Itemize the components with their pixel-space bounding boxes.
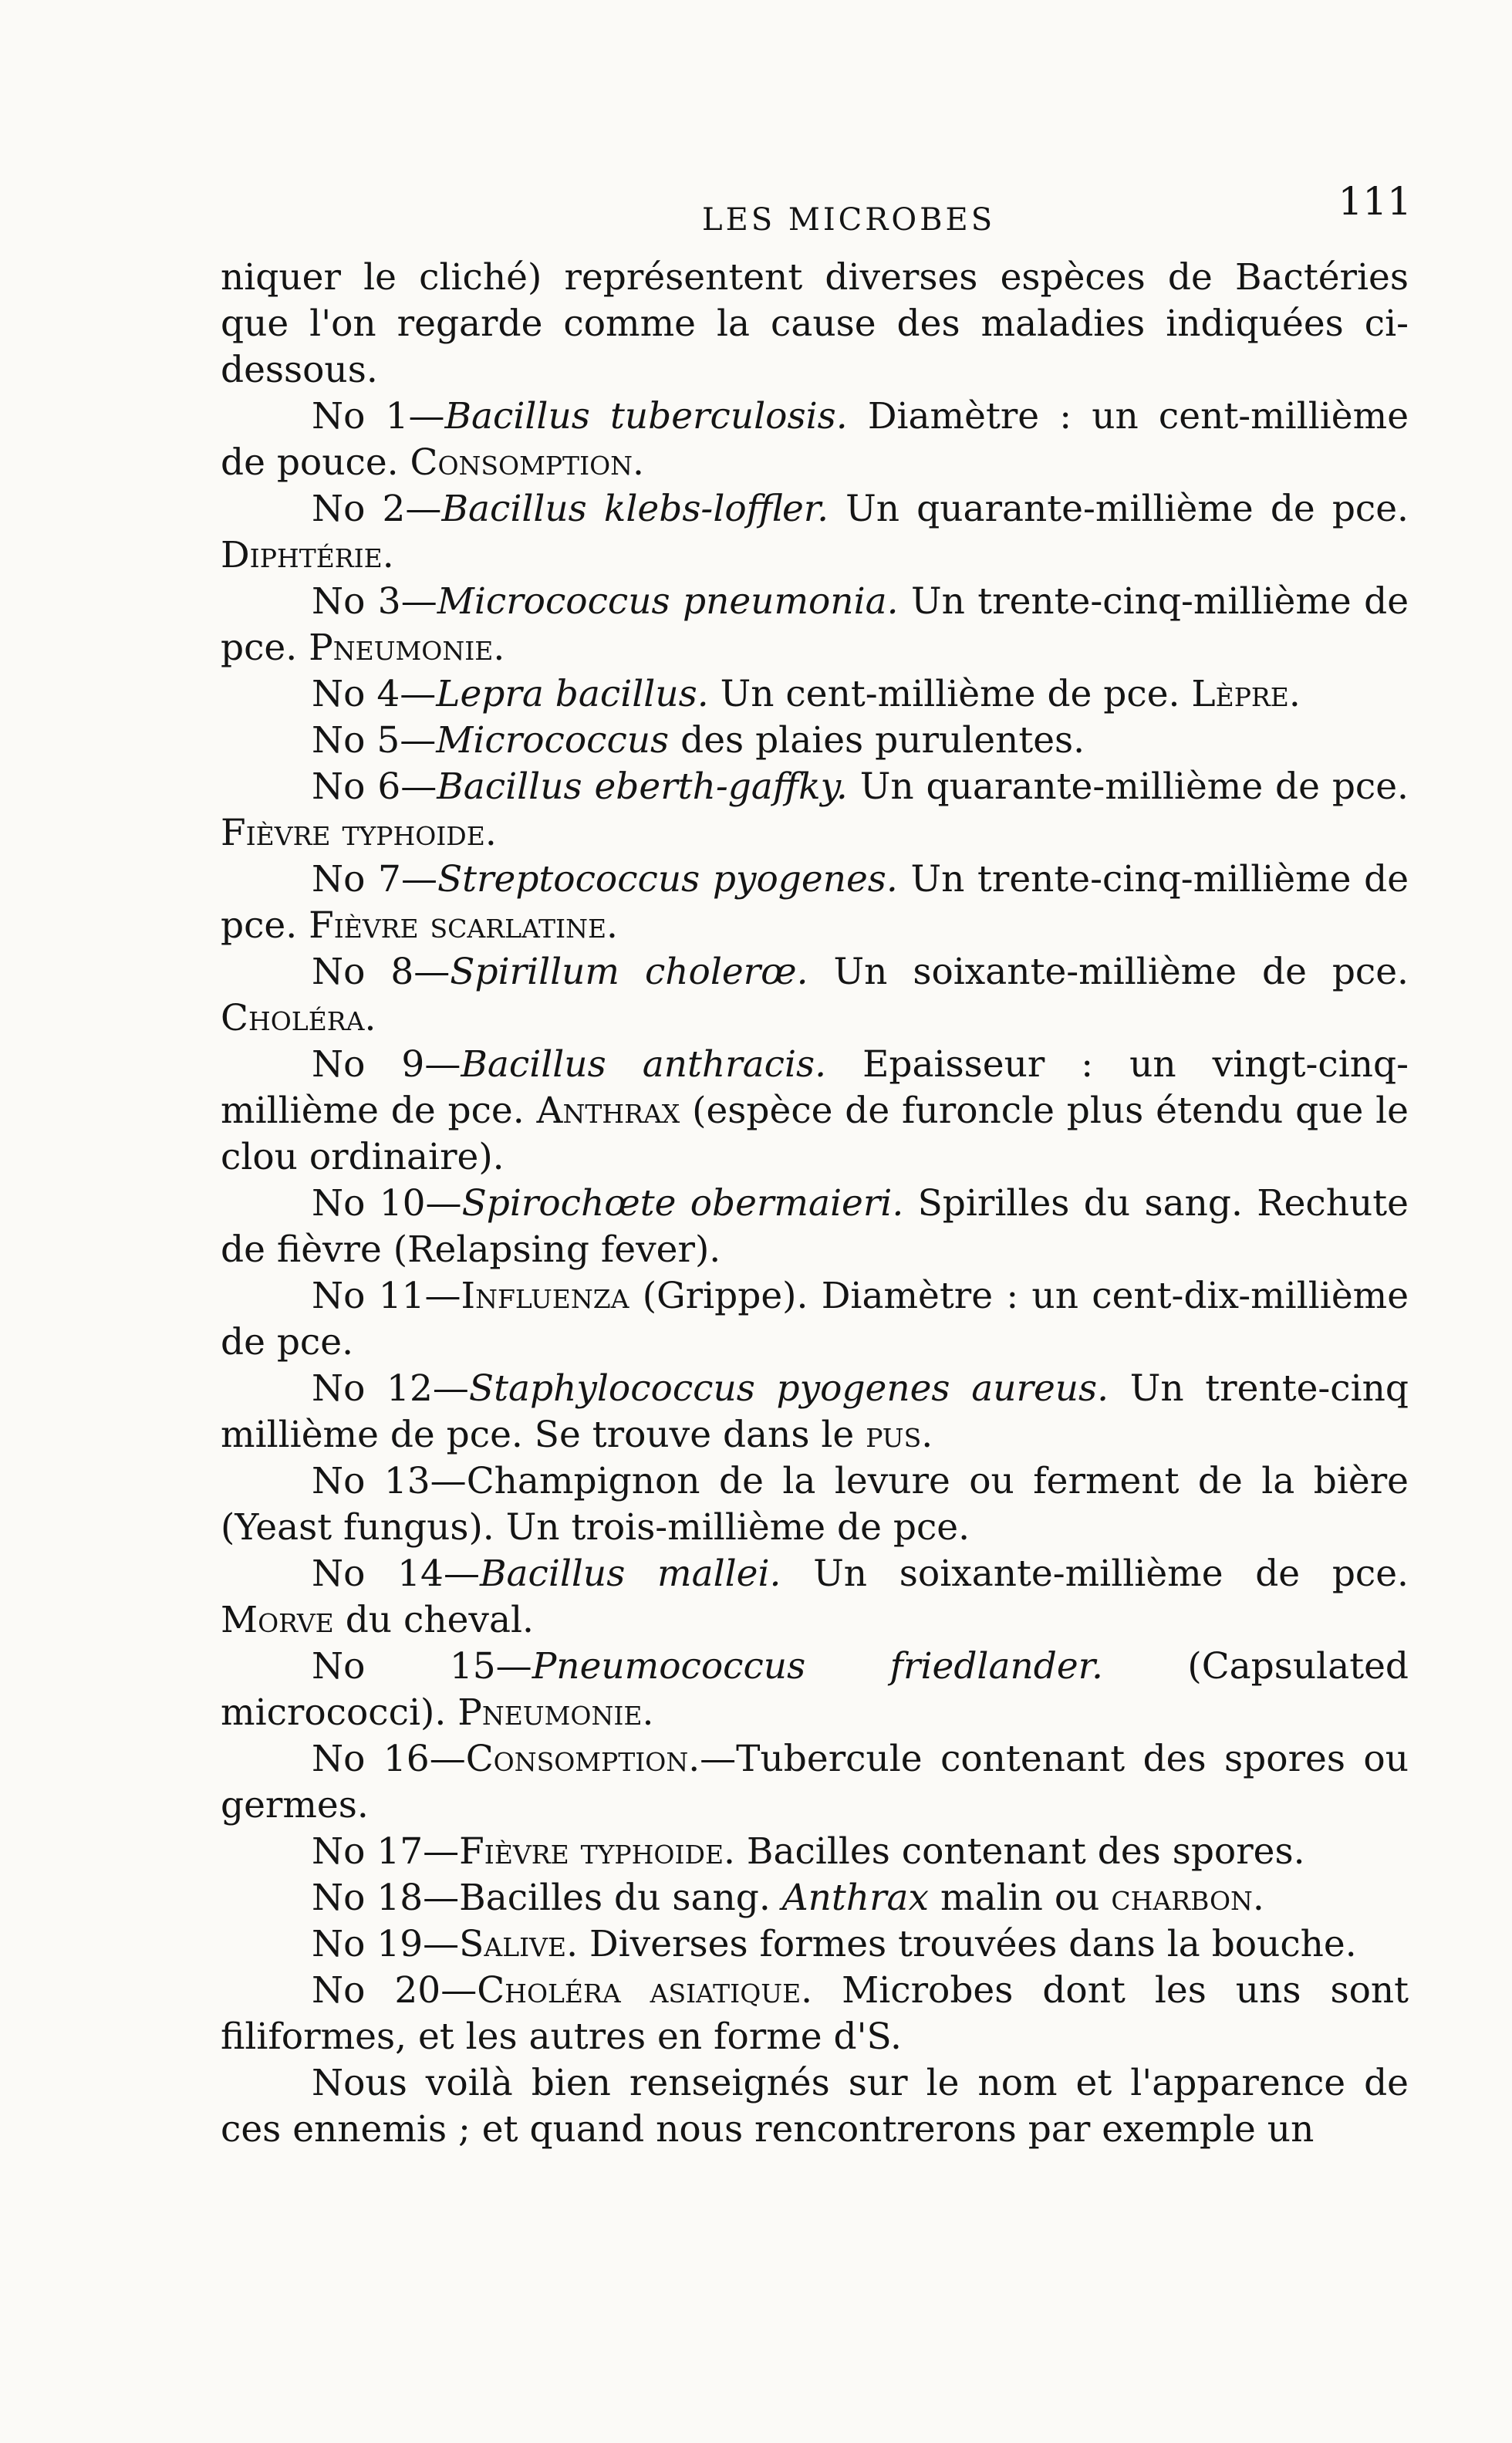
entry-5: No 5—Micrococcus des plaies purulentes. <box>312 719 1085 762</box>
entry-11: No 11—Influenza (Grippe). Diamètre : un cent-dix-millième de pce. <box>221 1275 1409 1363</box>
running-head: LES MICROBES <box>702 202 996 238</box>
entry-6: No 6—Bacillus eberth-gaffky. Un quarante-millième de pce. Fièvre typhoide. <box>221 765 1409 854</box>
entry-15: No 15—Pneumococcus friedlander. (Capsulated micrococci). Pneumonie. <box>221 1645 1409 1734</box>
body-text <box>221 255 1409 2153</box>
entry-3: No 3—Micrococcus pneumonia. Un trente-cinq-millième de pce. Pneumonie. <box>221 580 1409 669</box>
entry-9: No 9—Bacillus anthracis. Epaisseur : un vingt-cinq-millième de pce. Anthrax (espèce de furoncle plus étendu que le clou ordinaire). <box>221 1043 1409 1178</box>
entry-16: No 16—Consomption.—Tubercule contenant des spores ou germes. <box>221 1738 1409 1826</box>
entry-1: No 1—Bacillus tuberculosis. Diamètre : un cent-millième de pouce. Consomption. <box>221 395 1409 484</box>
entry-19: No 19—Salive. Diverses formes trouvées dans la bouche. <box>312 1923 1357 1965</box>
entry-7: No 7—Streptococcus pyogenes. Un trente-cinq-millième de pce. Fièvre scarlatine. <box>221 858 1409 947</box>
entry-4: No 4—Lepra bacillus. Un cent-millième de pce. Lèpre. <box>312 673 1301 715</box>
page-header <box>231 179 1412 248</box>
entry-12: No 12—Staphylococcus pyogenes aureus. Un trente-cinq millième de pce. Se trouve dans le pus. <box>221 1367 1409 1456</box>
entry-13: No 13—Champignon de la levure ou ferment de la bière (Yeast fungus). Un trois-millième de pce. <box>221 1460 1409 1549</box>
entry-18: No 18—Bacilles du sang. Anthrax malin ou charbon. <box>312 1877 1264 1919</box>
closing-paragraph: Nous voilà bien renseignés sur le nom et l'apparence de ces ennemis ; et quand nous rencontrerons par exemple un <box>221 2062 1409 2151</box>
intro-paragraph: niquer le cliché) représentent diverses espèces de Bactéries que l'on regarde comme la cause des maladies indiquées ci-dessous. <box>221 256 1409 391</box>
entry-2: No 2—Bacillus klebs-loffler. Un quarante-millième de pce. Diphtérie. <box>221 488 1409 576</box>
entry-10: No 10—Spirochœte obermaieri. Spirilles du sang. Rechute de fièvre (Relapsing fever). <box>221 1182 1409 1271</box>
entry-20: No 20—Choléra asiatique. Microbes dont les uns sont filiformes, et les autres en forme d'S. <box>221 1969 1409 2058</box>
entry-14: No 14—Bacillus mallei. Un soixante-millième de pce. Morve du cheval. <box>221 1553 1409 1641</box>
entry-8: No 8—Spirillum cholerœ. Un soixante-millième de pce. Choléra. <box>221 951 1409 1039</box>
page-number: 111 <box>1338 179 1412 224</box>
entry-17: No 17—Fièvre typhoide. Bacilles contenant des spores. <box>312 1830 1305 1873</box>
